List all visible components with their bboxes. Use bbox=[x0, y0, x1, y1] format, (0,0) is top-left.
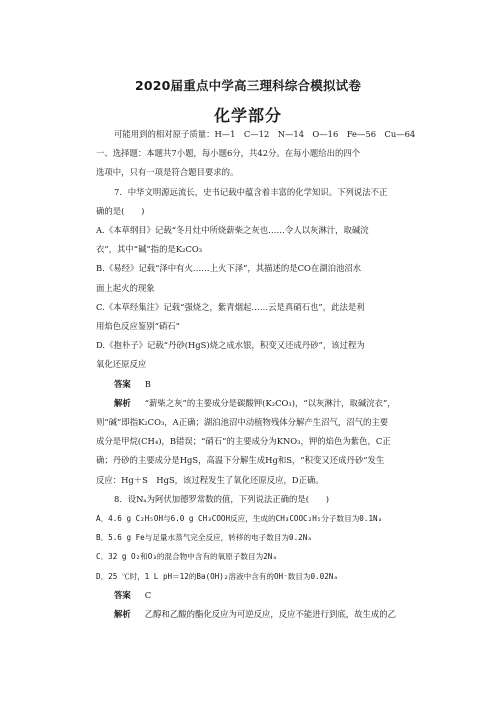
text-line: 则“碱”即指K₂CO₃，A正确；湖泊池沼中动植物残体分解产生沼气，沼气的主要 bbox=[96, 417, 389, 428]
option-a: A.《本草纲目》记载“冬月灶中所烧薪柴之灰也……令人以灰淋汁，取碱浣 bbox=[96, 225, 369, 236]
text-line: 用焰色反应鉴别“硝石” bbox=[96, 321, 180, 332]
page-subtitle: 化学部分 bbox=[213, 106, 282, 125]
text-line: 确；丹砂的主要成分是HgS，高温下分解生成Hg和S，“积变又还成丹砂”发生 bbox=[96, 455, 385, 466]
text-line: 氧化还原反应 bbox=[96, 359, 147, 370]
option-c: C.《本草经集注》记载“强烧之，紫青烟起……云是真硝石也”，此法是利 bbox=[96, 301, 365, 312]
answer-label: 答案 bbox=[114, 589, 131, 600]
answer-value: C bbox=[144, 589, 152, 600]
analysis-label: 解析 bbox=[114, 397, 131, 408]
document-body bbox=[96, 125, 422, 624]
text-line: 衣”，其中“碱”指的是K₂CO₃ bbox=[96, 244, 203, 255]
analysis-text: 乙醇和乙酸的酯化反应为可逆反应，反应不能进行到底，故生成的乙 bbox=[144, 609, 396, 620]
analysis-text: “薪柴之灰”的主要成分是碳酸钾(K₂CO₃)，“以灰淋汁，取碱浣衣”， bbox=[144, 397, 396, 408]
text-line: 可能用到的相对原子质量：H—1 C—12 N—14 O—16 Fe—56 Cu—64 bbox=[114, 129, 416, 139]
answer-label: 答案 bbox=[114, 378, 131, 389]
option-d: D．25 ℃时，1 L pH＝12的Ba(OH)₂溶液中含有的OH⁻数目为0.02Nₐ bbox=[96, 571, 338, 581]
answer-line bbox=[96, 586, 422, 605]
option-d: D.《抱朴子》记载“丹砂(HgS)烧之成水银，积变又还成丹砂”，该过程为 bbox=[96, 340, 365, 351]
analysis-line bbox=[96, 394, 422, 413]
option-b: B.《易经》记载“泽中有火……上火下泽”，其描述的是CO在湖泊池沼水 bbox=[96, 263, 362, 274]
answer-line bbox=[96, 375, 422, 394]
text-line: 一、选择题：本题共7小题，每小题6分，共42分。在每小题给出的四个 bbox=[96, 148, 361, 159]
text-line: 成分是甲烷(CH₄)，B错误；“硝石”的主要成分为KNO₃，钾的焰色为紫色，C正 bbox=[96, 436, 391, 447]
question-7-stem: 7．中华文明源远流长，史书记载中蕴含着丰富的化学知识。下列说法不正 bbox=[114, 186, 388, 197]
text-line: 选项中，只有一项是符合题目要求的。 bbox=[96, 167, 239, 178]
option-c: C．32 g O₂和O₃的混合物中含有的氧原子数目为2Nₐ bbox=[96, 552, 277, 562]
option-b: B．5.6 g Fe与足量水蒸气完全反应，转移的电子数目为0.2Nₐ bbox=[96, 533, 312, 543]
text-line: 确的是( ) bbox=[96, 205, 145, 216]
question-8-stem: 8．设Nₐ为阿伏加德罗常数的值，下列说法正确的是( ) bbox=[114, 493, 330, 504]
text-line: 反应：Hg＋S HgS，该过程发生了氧化还原反应，D正确。 bbox=[96, 474, 324, 485]
analysis-line bbox=[96, 605, 422, 624]
analysis-label: 解析 bbox=[114, 609, 131, 620]
text-line: 面上起火的现象 bbox=[96, 282, 155, 293]
option-a: A．4.6 g C₂H₅OH与6.0 g CH₃COOH反应，生成的CH₃COOC₂H₅分子数目为0.1Nₐ bbox=[96, 514, 383, 524]
answer-value: B bbox=[144, 378, 151, 389]
page-title: 2020届重点中学高三理科综合模拟试卷 bbox=[134, 78, 362, 93]
